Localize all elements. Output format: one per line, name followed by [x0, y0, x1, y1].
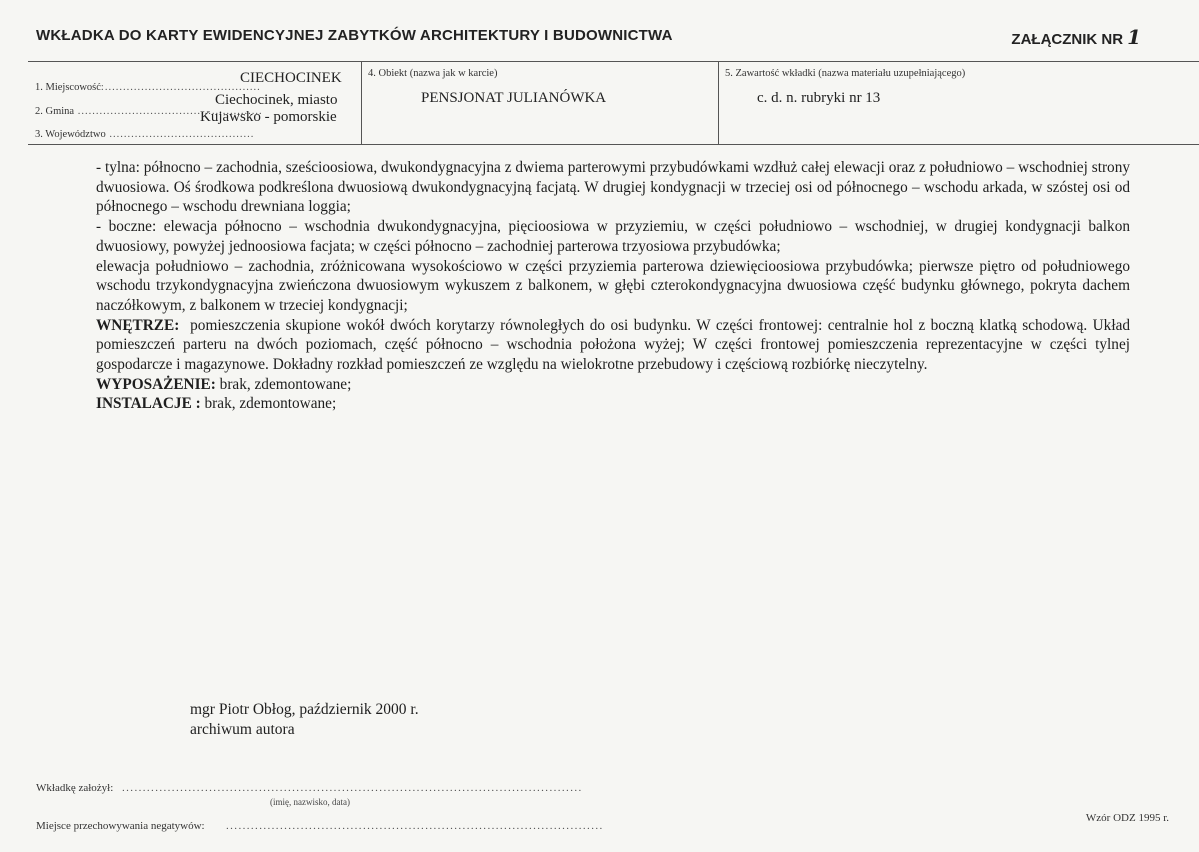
author-line: mgr Piotr Obłog, październik 2000 r.	[190, 701, 419, 718]
locality-value: CIECHOCINEK	[240, 70, 342, 86]
interior-label: WNĘTRZE:	[96, 316, 180, 334]
form-title: WKŁADKA DO KARTY EWIDENCYJNEJ ZABYTKÓW ARCHITEKTURY I BUDOWNICTWA	[36, 27, 673, 44]
southwest-elevation-paragraph: elewacja południowo – zachodnia, zróżnicowana wysokościowo w części przyziemia parterowa dziewięcioosiowa przybudówka; pierwsze piętro od południowego wschodu trzykondygnacyjna zwieńczona dwuosiowym wykuszem z balkonem, w głębi czterokondygnacyjna dwuosiowa część budynku głównego, pokryta dachem naczółkowym, z balkonem w trzeciej kondygnacji;	[96, 257, 1130, 314]
contents-value: c. d. n. rubryki nr 13	[757, 90, 881, 106]
annex-number	[1011, 25, 1141, 49]
locality-label-row: 1. Miejscowość:...........................................	[35, 82, 261, 93]
voivodeship-label-row: 3. Województwo ........................................	[35, 129, 255, 140]
column-divider	[361, 62, 362, 144]
voivodeship-value: Kujawsko - pomorskie	[200, 109, 337, 125]
created-by-dots: ...............................................................................................................	[122, 782, 583, 794]
negatives-label: Miejsce przechowywania negatywów:	[36, 820, 205, 832]
installations-text: brak, zdemontowane;	[204, 395, 337, 413]
interior-paragraph	[96, 316, 1130, 375]
column-divider	[718, 62, 719, 144]
interior-text: pomieszczenia skupione wokół dwóch korytarzy równoległych do osi budynku. W części frontowej: centralnie hol z boczną klatką schodową. Układ pomieszczeń parteru na dwóch poziomach, część północno – wschodnia położona wyżej; W części frontowej pomieszczenia reprezentacyjne w części tylnej gospodarcze i magazynowe. Dokładny rozkład pomieszczeń ze względu na wielokrotne przebudowy i częściową rozbiórkę nieczytelny.	[96, 316, 1131, 374]
form-model: Wzór ODZ 1995 r.	[1085, 812, 1169, 824]
rear-elevation-paragraph: - tylna: północno – zachodnia, sześcioosiowa, dwukondygnacyjna z dwiema parterowymi przybudówkami wzdłuż całej elewacji oraz z południowo – wschodniej strony dwuosiowa. Oś środkowa podkreślona dwuosiową dwukondygnacyjną facjatą. W drugiej kondygnacji w trzeciej osi od północnego – wschodu arkada, w szóstej osi od północnego – wschodu drewniana loggia;	[96, 159, 1130, 216]
description-text	[96, 158, 1130, 414]
created-by-hint: (imię, nazwisko, data)	[270, 797, 350, 807]
created-by-label: Wkładkę założył:	[36, 782, 114, 794]
object-value: PENSJONAT JULIANÓWKA	[421, 90, 607, 106]
equipment-label: WYPOSAŻENIE:	[96, 375, 216, 393]
equipment-paragraph	[96, 375, 1130, 395]
author-block	[190, 700, 419, 740]
equipment-text: brak, zdemontowane;	[219, 375, 352, 393]
annex-number-value: 1	[1127, 25, 1141, 49]
commune-value: Ciechocinek, miasto	[215, 92, 338, 108]
installations-paragraph	[96, 394, 1130, 414]
source-line: archiwum autora	[190, 721, 295, 738]
commune-label-row: 2. Gmina ...................................................	[35, 106, 263, 117]
object-label: 4. Obiekt (nazwa jak w karcie)	[368, 68, 498, 79]
annex-label: ZAŁĄCZNIK NR	[1011, 31, 1124, 48]
installations-label: INSTALACJE :	[96, 395, 201, 413]
contents-label: 5. Zawartość wkładki (nazwa materiału uzupełniającego)	[725, 68, 966, 79]
negatives-dots: ...........................................................................................	[226, 820, 604, 832]
header-fields-box	[28, 61, 1199, 145]
side-elevations-paragraph: - boczne: elewacja północno – wschodnia dwukondygnacyjna, pięcioosiowa w przyziemiu, w części południowo – wschodniej, w drugiej kondygnacji balkon dwuosiowy, powyżej jednoosiowa facjata; w części północno – zachodniej parterowa trzyosiowa przybudówka;	[96, 218, 1130, 255]
